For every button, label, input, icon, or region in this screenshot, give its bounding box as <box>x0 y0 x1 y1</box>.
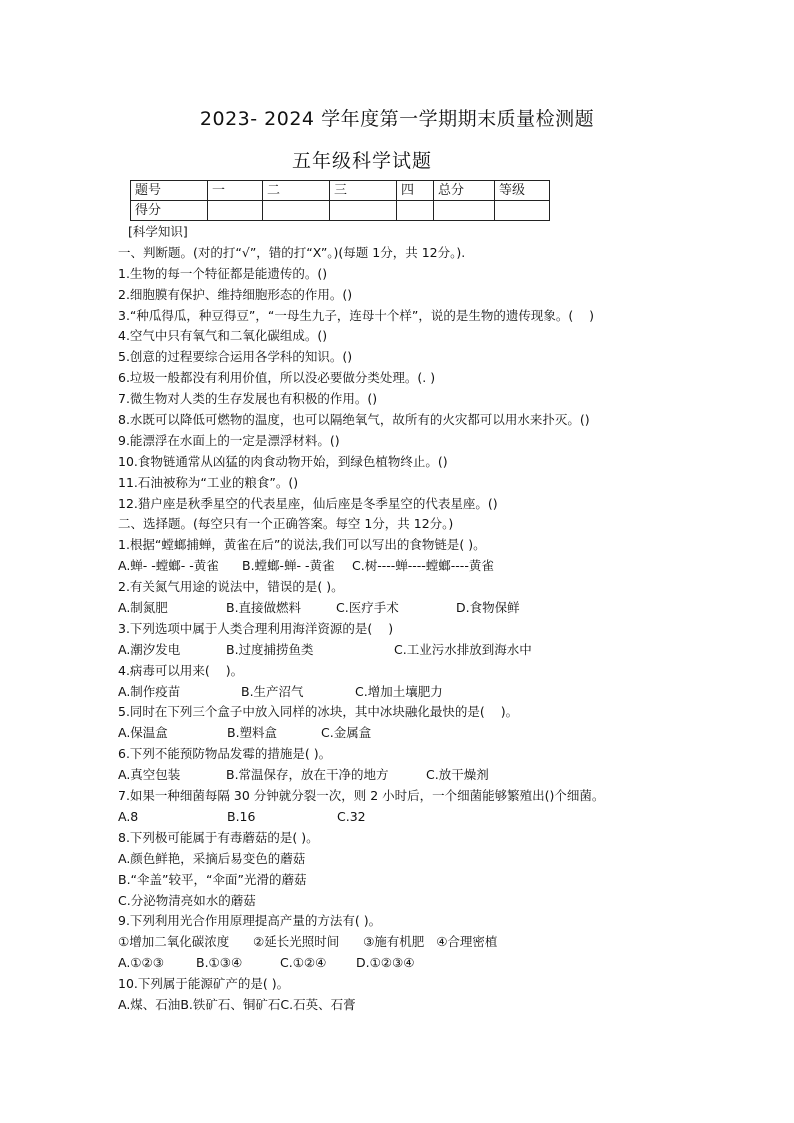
judgment-item: 4.空气中只有氧气和二氧化碳组成。() <box>118 328 328 344</box>
score-cell: 得分 <box>131 201 208 221</box>
choice-option: B.螳螂-蝉- -黄雀 <box>242 558 335 574</box>
choice-option: C.放干燥剂 <box>426 767 489 783</box>
choice-options-row <box>118 995 678 1016</box>
part2-items <box>118 535 678 1015</box>
score-input-cell <box>397 201 434 221</box>
score-cell: 四 <box>397 181 434 201</box>
choice-option: B.生产沼气 <box>241 683 304 699</box>
score-cell: 一 <box>208 181 263 201</box>
choice-option: B.16 <box>227 808 256 824</box>
choice-option: C.工业污水排放到海水中 <box>394 641 532 657</box>
part1-items <box>118 264 678 515</box>
choice-option: A.保温盒 <box>118 725 168 741</box>
choice-question: 4.病毒可以用来( )。 <box>118 662 244 678</box>
score-input-cell <box>330 201 397 221</box>
choice-option: B.①③④ <box>196 955 243 971</box>
choice-options-row <box>118 598 678 619</box>
choice-question: 6.下列不能预防物品发霉的措施是( )。 <box>118 746 332 762</box>
choice-options-row <box>118 723 678 744</box>
judgment-item: 5.创意的过程要综合运用各学科的知识。() <box>118 349 353 365</box>
score-input-cell <box>434 201 495 221</box>
part1-heading: 一、判断题。(对的打“√”，错的打“X”。)(每题 1分，共 12分。). <box>118 244 466 260</box>
choice-question: 3.下列选项中属于人类合理利用海洋资源的是( ) <box>118 620 394 636</box>
judgment-item: 12.猎户座是秋季星空的代表星座，仙后座是冬季星空的代表星座。() <box>118 495 498 511</box>
score-input-cell <box>208 201 263 221</box>
choice-options-row <box>118 556 678 577</box>
choice-option: C.①②④ <box>280 955 327 971</box>
choice-option: B.铁矿石、铜矿石 <box>180 996 281 1012</box>
choice-options-row <box>118 682 678 703</box>
choice-option: A.①②③ <box>118 955 164 971</box>
score-cell: 等级 <box>495 181 550 201</box>
score-cell: 二 <box>263 181 330 201</box>
choice-option: C.32 <box>337 808 366 824</box>
judgment-item: 9.能漂浮在水面上的一定是漂浮材料。() <box>118 432 340 448</box>
choice-question: 2.有关氮气用途的说法中，错误的是( )。 <box>118 579 344 595</box>
choice-options-row <box>118 765 678 786</box>
exam-subtitle: 五年级科学试题 <box>292 150 433 172</box>
section-tag: [科学知识] <box>128 224 188 239</box>
choice-option: A.制作疫苗 <box>118 683 181 699</box>
choice-option: A.颜色鲜艳，采摘后易变色的蘑菇 <box>118 850 306 866</box>
choice-option: C.增加土壤肥力 <box>355 683 443 699</box>
judgment-item: 7.微生物对人类的生存发展也有积极的作用。() <box>118 391 378 407</box>
choice-option: B.常温保存，放在干净的地方 <box>226 767 389 783</box>
part2-heading: 二、选择题。(每空只有一个正确答案。每空 1分，共 12分。) <box>118 516 454 532</box>
choice-option: C.分泌物清亮如水的蘑菇 <box>118 892 256 908</box>
choice-option: D.①②③④ <box>356 955 415 971</box>
choice-question: 5.同时在下列三个盒子中放入同样的冰块，其中冰块融化最快的是( )。 <box>118 704 519 720</box>
score-cell: 总分 <box>434 181 495 201</box>
choice-option: B.过度捕捞鱼类 <box>226 641 314 657</box>
exam-content <box>118 222 678 1016</box>
choice-option: D.食物保鲜 <box>456 600 520 616</box>
exam-title: 2023- 2024 学年度第一学期期末质量检测题 <box>199 108 595 130</box>
choice-option: C.树----蝉----螳螂----黄雀 <box>352 558 494 574</box>
choice-option: B.“伞盖”较平，“伞面”光滑的蘑菇 <box>118 871 307 887</box>
choice-question: 8.下列极可能属于有毒蘑菇的是( )。 <box>118 829 319 845</box>
choice-question: 9.下列利用光合作用原理提高产量的方法有( )。 <box>118 913 382 929</box>
choice-option: B.塑料盒 <box>227 725 278 741</box>
score-table-score-row <box>131 201 550 221</box>
judgment-item: 11.石油被称为“工业的粮食”。() <box>118 474 299 490</box>
choice-question-sub: ①增加二氧化碳浓度 ②延长光照时间 ③施有机肥 ④合理密植 <box>118 934 498 950</box>
score-cell: 三 <box>330 181 397 201</box>
choice-option: A.潮汐发电 <box>118 641 181 657</box>
choice-option: A.煤、石油 <box>118 996 181 1012</box>
score-input-cell <box>263 201 330 221</box>
score-table <box>130 180 550 221</box>
score-input-cell <box>495 201 550 221</box>
choice-option: A.蝉- -螳螂- -黄雀 <box>118 558 219 574</box>
choice-question: 10.下列属于能源矿产的是( )。 <box>118 976 290 992</box>
choice-options-row <box>118 807 678 828</box>
choice-options-row <box>118 953 678 974</box>
judgment-item: 2.细胞膜有保护、维持细胞形态的作用。() <box>118 286 353 302</box>
choice-option: C.医疗手术 <box>336 600 399 616</box>
judgment-item: 10.食物链通常从凶猛的肉食动物开始，到绿色植物终止。() <box>118 453 448 469</box>
score-table-header-row <box>131 181 550 201</box>
choice-option: A.8 <box>118 808 139 824</box>
score-cell: 题号 <box>131 181 208 201</box>
judgment-item: 8.水既可以降低可燃物的温度，也可以隔绝氧气，故所有的火灾都可以用水来扑灭。() <box>118 412 590 428</box>
choice-option: A.真空包装 <box>118 767 181 783</box>
choice-option: C.金属盒 <box>321 725 372 741</box>
choice-option: B.直接做燃料 <box>226 600 302 616</box>
choice-question: 7.如果一种细菌每隔 30 分钟就分裂一次，则 2 小时后，一个细菌能够繁殖出()个细菌。 <box>118 788 605 804</box>
judgment-item: 3.“种瓜得瓜，种豆得豆”，“一母生九子，连母十个样”，说的是生物的遗传现象。( ) <box>118 307 594 323</box>
choice-option: C.石英、石膏 <box>280 996 356 1012</box>
choice-question: 1.根据“螳螂捕蝉，黄雀在后”的说法,我们可以写出的食物链是( )。 <box>118 537 486 553</box>
judgment-item: 6.垃圾一般都没有利用价值，所以没必要做分类处理。(. ) <box>118 370 436 386</box>
choice-option: A.制氮肥 <box>118 600 168 616</box>
choice-options-row <box>118 640 678 661</box>
judgment-item: 1.生物的每一个特征都是能遗传的。() <box>118 265 328 281</box>
